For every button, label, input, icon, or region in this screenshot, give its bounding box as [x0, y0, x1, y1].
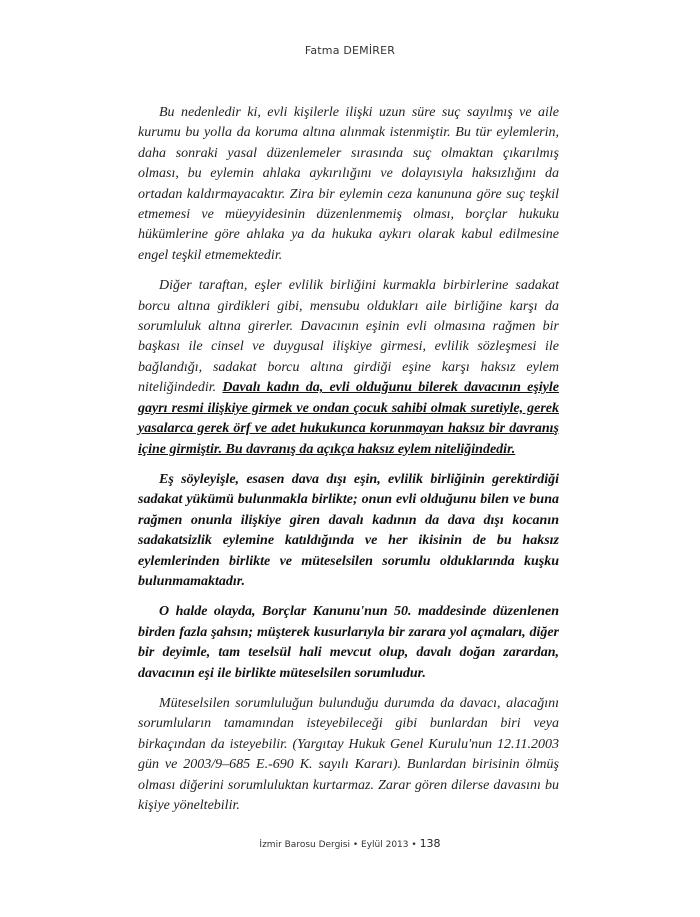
- journal-info: İzmir Barosu Dergisi • Eylül 2013 •: [259, 840, 417, 850]
- running-footer: [0, 837, 700, 850]
- paragraph-2: [138, 276, 559, 460]
- paragraph-3: Eş söyleyişle, esasen dava dışı eşin, evlilik birliğinin gerektirdiği sadakat yükümü bulunmakla birlikte; onun evli olduğunu bilen ve buna rağmen onunla ilişkiye giren davalı kadının da dava dışı kocanın sadakatsizlik eylemine katıldığında ve her ikisinin de bu haksız eylemlerinden birlikte ve müteselsilen sorumlu olduklarında kuşku bulunmamaktadır.: [138, 471, 559, 589]
- paragraph-2-underlined: Davalı kadın da, evli olduğunu bilerek davacının eşiyle gayrı resmi ilişkiye girmek ve ondan çocuk sahibi olmak suretiyle, gerek yasalarca gerek örf ve adet hukukunca korunmayan haksız bir davranış içine girmiştir. Bu davranış da açıkça haksız eylem niteliğindedir.: [138, 380, 559, 457]
- running-header: [0, 44, 700, 57]
- author-name: Fatma DEMİRER: [304, 44, 396, 57]
- body-text: [138, 103, 559, 826]
- paragraph-2-text: Diğer taraftan, eşler evlilik birliğini kurmakla birbirlerine sadakat borcu altına girdikleri gibi, mensubu oldukları aile birliğine karşı da sorumluluk altına girerler. Davacının eşinin evli olmasına rağmen bir başkası ile cinsel ve duygusal ilişkiye girmesi, evlilik sözleşmesi ile bağlandığı, sadakat borcu altına girdiği eşine karşı haksız eylem niteliğindedir.: [138, 278, 559, 396]
- page-number: 138: [419, 837, 441, 850]
- paragraph-5: Müteselsilen sorumluluğun bulunduğu durumda da davacı, alacağını sorumluların tamamından isteyebileceği gibi bunlardan biri veya birkaçından da isteyebilir. (Yargıtay Hukuk Genel Kurulu'nun 12.11.2003 gün ve 2003/9–685 E.-690 K. sayılı Kararı). Bunlardan birisinin ölmüş olması diğerini sorumluluktan kurtarmaz. Zarar gören dilerse davasını bu kişiye yöneltebilir.: [138, 695, 559, 813]
- paragraph-1: Bu nedenledir ki, evli kişilerle ilişki uzun süre suç sayılmış ve aile kurumu bu yolla da koruma altına alınmak istenmiştir. Bu tür eylemlerin, daha sonraki yasal düzenlemeler sırasında suç olmaktan çıkarılmış olması, bu eylemin ahlaka aykırılığını ve dolayısıyla haksızlığını da ortadan kaldırmayacaktır. Zira bir eylemin ceza kanununa göre suç teşkil etmemesi ve müeyyidesinin düzenlenmemiş olması, borçlar hukuku hükümlerine göre ahlaka ya da hukuka aykırı olarak kabul edilmesine engel teşkil etmemektedir.: [138, 105, 559, 263]
- paragraph-4: O halde olayda, Borçlar Kanunu'nun 50. maddesinde düzenlenen birden fazla şahsın; müşterek kusurlarıyla bir zarara yol açmaları, diğer bir deyimle, tam teselsül hali mevcut olup, davalı doğan zarardan, davacının eşi ile birlikte müteselsilen sorumludur.: [138, 604, 559, 681]
